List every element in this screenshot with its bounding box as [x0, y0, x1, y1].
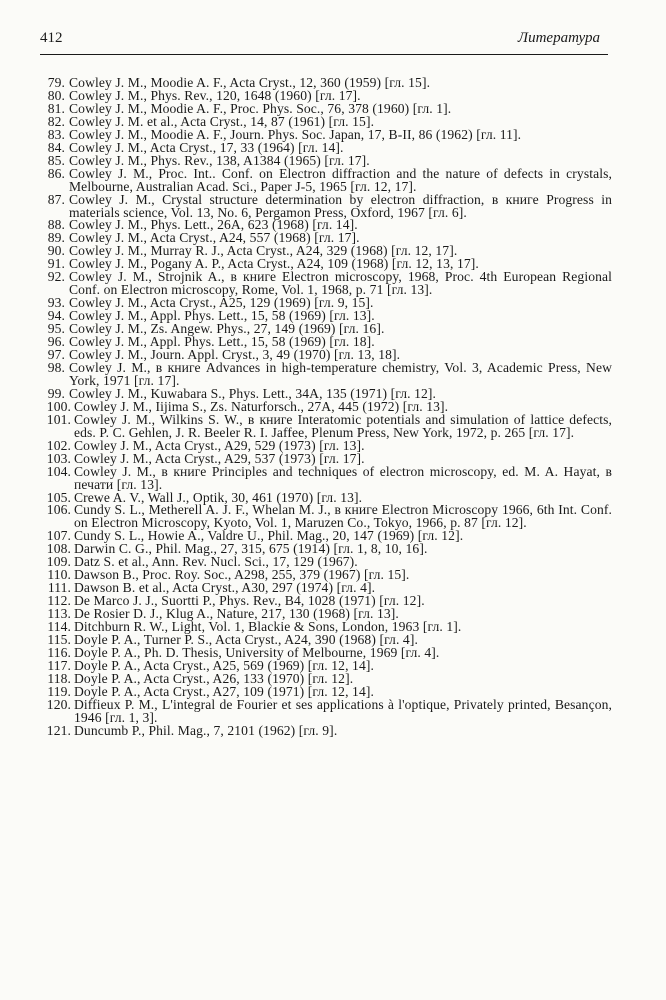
reference-text: De Marco J. J., Suortti P., Phys. Rev., B4, 1028 (1971) [гл. 12].	[74, 593, 425, 609]
reference-number: 121.	[46, 722, 71, 738]
reference-number: 80.	[47, 87, 65, 103]
reference-text: Cowley J. M. et al., Acta Cryst., 14, 87 (1961) [гл. 15].	[69, 113, 375, 129]
reference-number: 94.	[47, 308, 65, 324]
reference-number: 118.	[47, 670, 71, 686]
reference-text: Doyle P. A., Acta Cryst., A26, 133 (1970) [гл. 12].	[74, 670, 354, 686]
reference-number: 104.	[46, 463, 71, 479]
reference-number: 96.	[47, 334, 65, 350]
reference-number: 90.	[47, 243, 65, 259]
reference-entry	[34, 463, 612, 492]
reference-text: Cowley J. M., Zs. Angew. Phys., 27, 149 (1969) [гл. 16].	[69, 321, 385, 337]
reference-text: Cowley J. M., в книге Principles and techniques of electron microscopy, ed. M. A. Hayat, в печати [гл. 13].	[74, 463, 612, 492]
reference-number: 79.	[47, 75, 65, 90]
reference-text: Cowley J. M., Proc. Int.. Conf. on Electron diffraction and the nature of defects in crystals, Melbourne, Australian Acad. Sci., Paper J-5, 1965 [гл. 12, 17].	[69, 165, 612, 194]
reference-text: Cowley J. M., Wilkins S. W., в книге Interatomic potentials and simulation of lattice defects, eds. P. C. Gehlen, J. R. Beeler R. I. Jaffee, Plenum Press, New York, 1972, p. 265 [гл. 17].	[74, 411, 612, 440]
page-header	[40, 30, 608, 55]
reference-text: Cowley J. M., Acta Cryst., 17, 33 (1964) [гл. 14].	[69, 139, 344, 155]
reference-number: 111.	[47, 580, 71, 596]
reference-text: Cowley J. M., Murray R. J., Acta Cryst., A24, 329 (1968) [гл. 12, 17].	[69, 243, 458, 259]
reference-number: 84.	[47, 139, 65, 155]
reference-number: 85.	[47, 152, 65, 168]
reference-number: 86.	[47, 165, 65, 181]
reference-text: Cowley J. M., Iijima S., Zs. Naturforsch., 27A, 445 (1972) [гл. 13].	[74, 398, 449, 414]
reference-entry	[34, 165, 612, 194]
reference-text: Cowley J. M., Pogany A. P., Acta Cryst., A24, 109 (1968) [гл. 12, 13, 17].	[69, 256, 479, 272]
reference-text: Dawson B. et al., Acta Cryst., A30, 297 (1974) [гл. 4].	[74, 580, 376, 596]
reference-number: 115.	[47, 631, 71, 647]
reference-text: Ditchburn R. W., Light, Vol. 1, Blackie & Sons, London, 1963 [гл. 1].	[74, 619, 462, 635]
reference-number: 91.	[47, 256, 65, 272]
reference-number: 119.	[47, 683, 71, 699]
reference-number: 113.	[47, 606, 71, 622]
reference-number: 89.	[47, 230, 65, 246]
reference-text: Cowley J. M., Phys. Rev., 120, 1648 (1960) [гл. 17].	[69, 87, 361, 103]
reference-text: Cowley J. M., Journ. Appl. Cryst., 3, 49 (1970) [гл. 13, 18].	[69, 347, 401, 363]
reference-number: 116.	[47, 644, 71, 660]
reference-number: 114.	[47, 619, 71, 635]
reference-entry	[34, 191, 612, 220]
reference-text: Cowley J. M., в книге Advances in high-temperature chemistry, Vol. 3, Academic Press, New York, 1971 [гл. 17].	[69, 359, 612, 388]
reference-text: Duncumb P., Phil. Mag., 7, 2101 (1962) [гл. 9].	[74, 722, 338, 738]
reference-number: 110.	[47, 567, 71, 583]
reference-entry	[34, 359, 612, 388]
reference-text: Darwin C. G., Phil. Mag., 27, 315, 675 (1914) [гл. 1, 8, 10, 16].	[74, 541, 428, 557]
reference-number: 99.	[47, 385, 65, 401]
reference-number: 95.	[47, 321, 65, 337]
reference-text: Datz S. et al., Ann. Rev. Nucl. Sci., 17, 129 (1967).	[74, 554, 358, 570]
reference-number: 112.	[47, 593, 71, 609]
reference-number: 106.	[46, 502, 71, 518]
reference-number: 92.	[47, 269, 65, 285]
reference-text: Doyle P. A., Acta Cryst., A27, 109 (1971) [гл. 12, 14].	[74, 683, 374, 699]
reference-text: Cowley J. M., Moodie A. F., Acta Cryst., 12, 360 (1959) [гл. 15].	[69, 75, 431, 90]
reference-number: 100.	[46, 398, 71, 414]
reference-number: 87.	[47, 191, 65, 207]
reference-number: 97.	[47, 347, 65, 363]
reference-number: 82.	[47, 113, 65, 129]
reference-text: Doyle P. A., Turner P. S., Acta Cryst., A24, 390 (1968) [гл. 4].	[74, 631, 418, 647]
reference-text: Doyle P. A., Acta Cryst., A25, 569 (1969) [гл. 12, 14].	[74, 657, 374, 673]
reference-number: 88.	[47, 217, 65, 233]
reference-number: 103.	[46, 450, 71, 466]
reference-number: 109.	[46, 554, 71, 570]
reference-number: 83.	[47, 126, 65, 142]
page-number: 412	[40, 30, 63, 46]
reference-text: De Rosier D. J., Klug A., Nature, 217, 130 (1968) [гл. 13].	[74, 606, 399, 622]
reference-number: 102.	[46, 437, 71, 453]
reference-text: Cowley J. M., Moodie A. F., Journ. Phys. Soc. Japan, 17, B-II, 86 (1962) [гл. 11].	[69, 126, 522, 142]
reference-text: Cowley J. M., Crystal structure determination by electron diffraction, в книге Progress in materials science, Vol. 13, No. 6, Pergamon Press, Oxford, 1967 [гл. 6].	[69, 191, 612, 220]
reference-number: 93.	[47, 295, 65, 311]
reference-text: Cowley J. M., Phys. Lett., 26A, 623 (1968) [гл. 14].	[69, 217, 358, 233]
reference-number: 98.	[47, 359, 65, 375]
reference-number: 120.	[46, 696, 71, 712]
reference-text: Dawson B., Proc. Roy. Soc., A298, 255, 379 (1967) [гл. 15].	[74, 567, 410, 583]
reference-text: Diffieux P. M., L'integral de Fourier et ses applications à l'optique, Privately printed, Besançon, 1946 [гл. 1, 3].	[74, 696, 612, 725]
reference-text: Cowley J. M., Kuwabara S., Phys. Lett., 34A, 135 (1971) [гл. 12].	[69, 385, 437, 401]
reference-text: Cowley J. M., Acta Cryst., A29, 529 (1973) [гл. 13].	[74, 437, 365, 453]
reference-number: 105.	[46, 489, 71, 505]
reference-entry	[34, 411, 612, 440]
reference-text: Cundy S. L., Metherell A. J. F., Whelan M. J., в книге Electron Microscopy 1966, 6th Int. Conf. on Electron Microscopy, Kyoto, Vol. 1, Maruzen Co., Tokyo, 1966, p. 87 [гл. 12].	[74, 502, 612, 531]
reference-entry	[34, 722, 612, 738]
reference-text: Cowley J. M., Acta Cryst., A25, 129 (1969) [гл. 9, 15].	[69, 295, 374, 311]
reference-text: Cowley J. M., Appl. Phys. Lett., 15, 58 (1969) [гл. 18].	[69, 334, 375, 350]
reference-text: Cowley J. M., Strojnik A., в книге Electron microscopy, 1968, Proc. 4th European Regional Conf. on Electron microscopy, Rome, Vol. 1, 1968, p. 71 [гл. 13].	[69, 269, 612, 298]
reference-text: Doyle P. A., Ph. D. Thesis, University of Melbourne, 1969 [гл. 4].	[74, 644, 440, 660]
reference-text: Cowley J. M., Appl. Phys. Lett., 15, 58 (1969) [гл. 13].	[69, 308, 375, 324]
reference-entry	[34, 504, 612, 530]
reference-text: Cowley J. M., Acta Cryst., A24, 557 (1968) [гл. 17].	[69, 230, 360, 246]
reference-number: 117.	[47, 657, 71, 673]
reference-text: Cowley J. M., Moodie A. F., Proc. Phys. Soc., 76, 378 (1960) [гл. 1].	[69, 100, 452, 116]
reference-entry	[34, 696, 612, 725]
reference-text: Cowley J. M., Phys. Rev., 138, A1384 (1965) [гл. 17].	[69, 152, 370, 168]
reference-text: Cowley J. M., Acta Cryst., A29, 537 (1973) [гл. 17].	[74, 450, 365, 466]
running-title: Литература	[517, 30, 600, 46]
reference-entry	[34, 271, 612, 297]
reference-text: Crewe A. V., Wall J., Optik, 30, 461 (1970) [гл. 13].	[74, 489, 363, 505]
reference-text: Cundy S. L., Howie A., Valdre U., Phil. Mag., 20, 147 (1969) [гл. 12].	[74, 528, 464, 544]
reference-number: 107.	[46, 528, 71, 544]
reference-number: 81.	[47, 100, 65, 116]
reference-number: 108.	[46, 541, 71, 557]
reference-number: 101.	[46, 411, 71, 427]
reference-list	[34, 77, 612, 738]
